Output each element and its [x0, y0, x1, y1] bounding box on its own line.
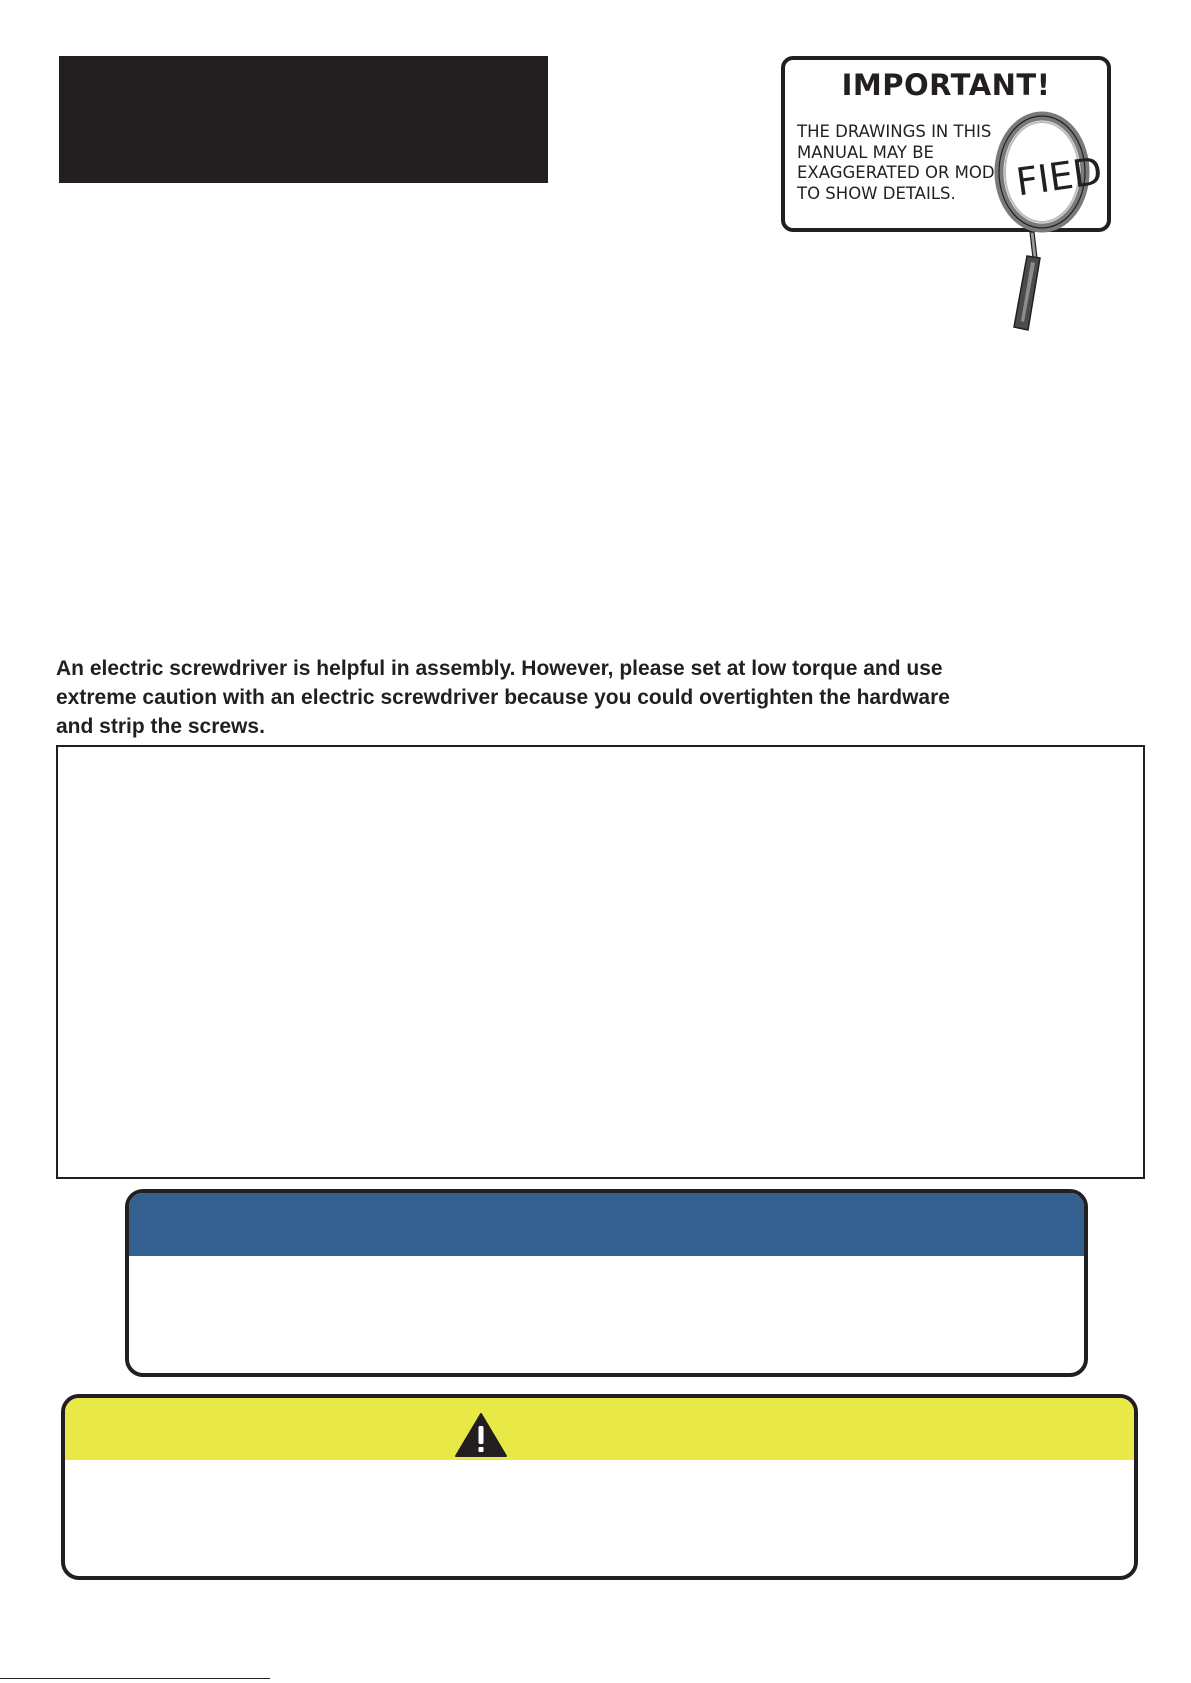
important-line: THE DRAWINGS IN THIS — [797, 122, 992, 141]
important-line: EXAGGERATED OR MODI — [797, 163, 1000, 182]
warning-triangle-icon — [454, 1412, 508, 1458]
intro-line: and strip the screws. — [56, 715, 265, 738]
important-line: MANUAL MAY BE — [797, 142, 934, 162]
title-block — [59, 56, 548, 183]
caution-box — [61, 1394, 1138, 1580]
caution-header-bar — [65, 1398, 1134, 1460]
intro-line: extreme caution with an electric screwdriver because you could overtighten the hardware — [56, 686, 950, 709]
note-box — [125, 1189, 1088, 1377]
content-frame — [56, 745, 1145, 1179]
magnifier-handle — [1014, 232, 1040, 330]
footer-rule — [0, 1678, 270, 1679]
note-header-bar — [129, 1193, 1084, 1256]
intro-line: An electric screwdriver is helpful in assembly. However, please set at low torque and use — [56, 657, 943, 680]
magnifying-glass-icon — [990, 108, 1108, 328]
important-line: TO SHOW DETAILS. — [797, 183, 956, 203]
important-title: IMPORTANT! — [841, 68, 1051, 102]
lens-magnified-text: FIED — [1013, 148, 1105, 205]
intro-paragraph — [56, 654, 1116, 741]
